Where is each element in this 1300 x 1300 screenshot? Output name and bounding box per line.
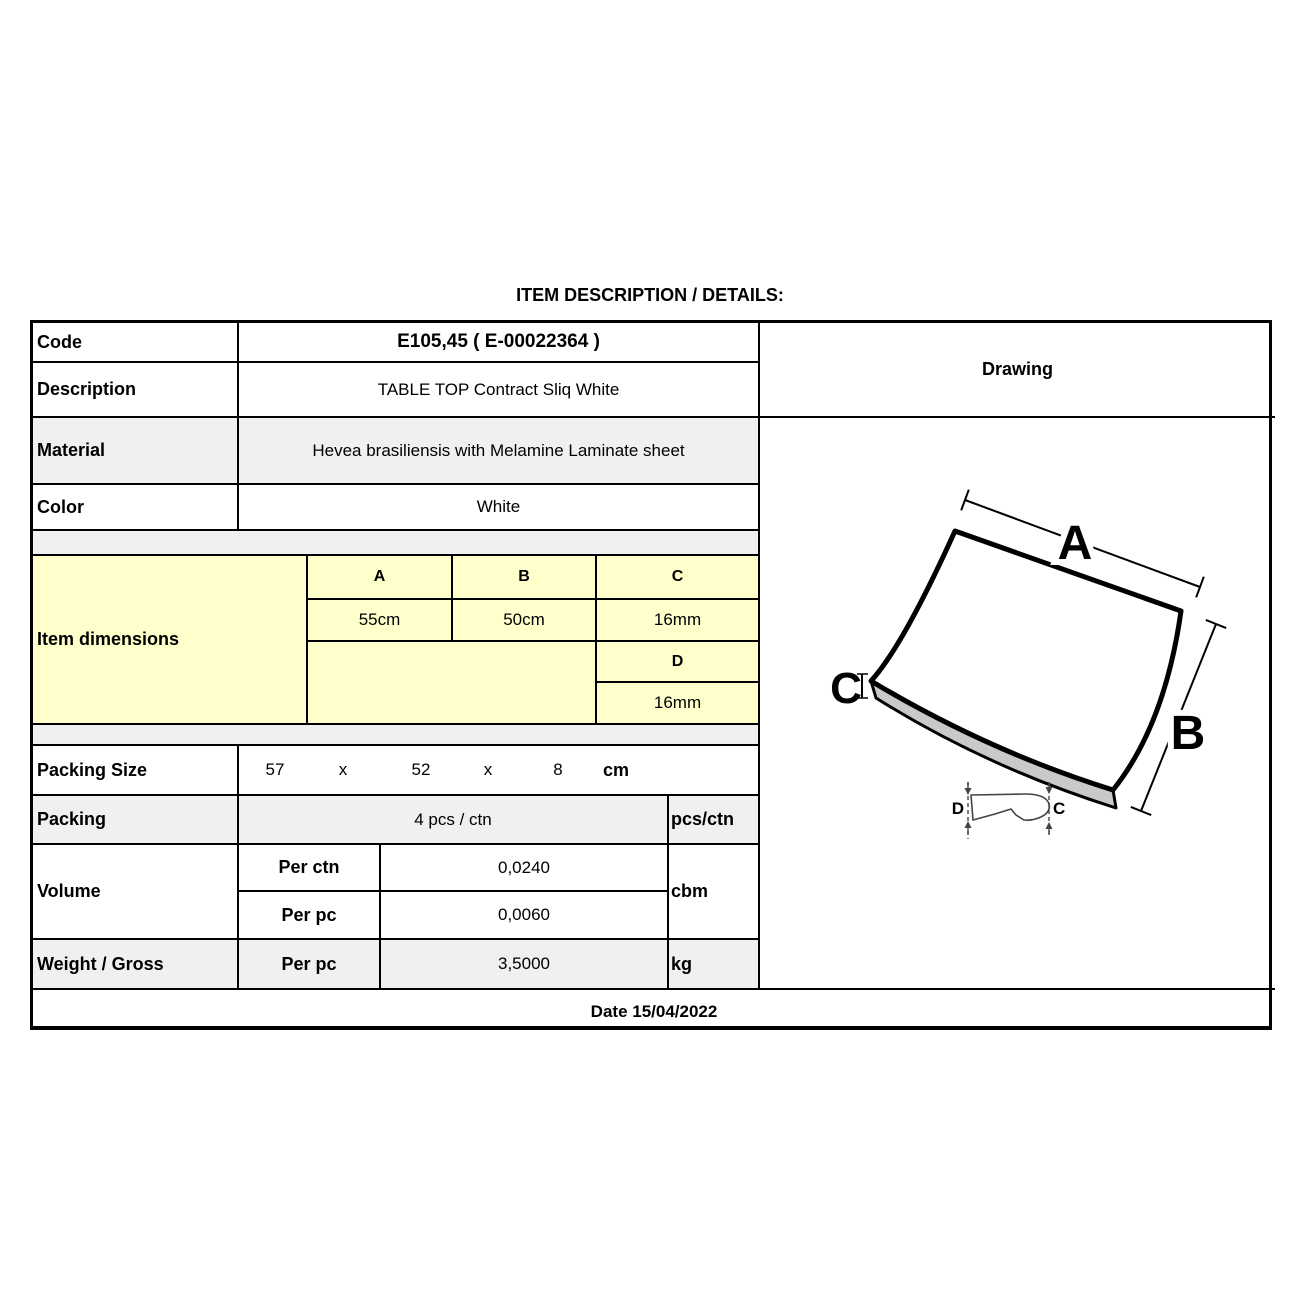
packing-value: 4 pcs / ctn [239, 796, 669, 845]
color-label: Color [33, 485, 239, 531]
dim-value-d: 16mm [597, 683, 760, 725]
weight-label: Weight / Gross [33, 940, 239, 990]
packing-size-x2: x [483, 760, 493, 779]
code-label: Code [33, 323, 239, 363]
spacer-band-bottom [33, 725, 760, 746]
packing-size-w: 57 [265, 760, 285, 779]
dim-value-c: 16mm [597, 600, 760, 642]
packing-size-l: 52 [411, 760, 431, 779]
dim-label-a: A [1057, 517, 1093, 570]
dim-header-c: C [597, 556, 760, 600]
date-row: Date 15/04/2022 [590, 1001, 718, 1021]
dim-header-d: D [597, 642, 760, 683]
weight-unit: kg [669, 940, 760, 990]
dim-header-a: A [308, 556, 453, 600]
spec-table [30, 320, 1272, 1030]
packing-size-x1: x [338, 760, 348, 779]
packing-size-unit: cm [602, 759, 629, 780]
packing-size-value [239, 746, 760, 796]
table-top-drawing [760, 418, 1273, 988]
material-label: Material [33, 418, 239, 485]
volume-per-ctn-value: 0,0240 [381, 845, 669, 892]
material-value: Hevea brasiliensis with Melamine Laminate sheet [239, 418, 760, 485]
drawing-title: Drawing [760, 323, 1275, 418]
profile-label-d: D [951, 799, 964, 818]
volume-per-pc-value: 0,0060 [381, 892, 669, 940]
dim-value-b: 50cm [453, 600, 597, 642]
packing-label: Packing [33, 796, 239, 845]
item-dimensions-label: Item dimensions [33, 556, 308, 725]
dim-value-a: 55cm [308, 600, 453, 642]
packing-size-label: Packing Size [33, 746, 239, 796]
dim-header-b: B [453, 556, 597, 600]
weight-value: 3,5000 [381, 940, 669, 990]
description-value: TABLE TOP Contract Sliq White [239, 363, 760, 418]
profile-label-c: C [1053, 799, 1066, 818]
dim-label-c: C [830, 664, 862, 713]
packing-unit: pcs/ctn [669, 796, 760, 845]
page-title: ITEM DESCRIPTION / DETAILS: [516, 285, 784, 305]
volume-label: Volume [33, 845, 239, 940]
slab-top-face [871, 531, 1181, 790]
volume-per-ctn-label: Per ctn [239, 845, 381, 892]
description-label: Description [33, 363, 239, 418]
color-value: White [239, 485, 760, 531]
packing-size-h: 8 [553, 760, 563, 779]
drawing-area [760, 418, 1275, 990]
volume-per-pc-label: Per pc [239, 892, 381, 940]
edge-profile-section [971, 794, 1049, 820]
code-value: E105,45 ( E-00022364 ) [239, 323, 760, 363]
dim-label-b: B [1170, 707, 1206, 760]
weight-per-label: Per pc [239, 940, 381, 990]
dim-empty-area [308, 642, 597, 725]
spacer-band-top [33, 531, 760, 556]
volume-unit: cbm [669, 845, 760, 940]
